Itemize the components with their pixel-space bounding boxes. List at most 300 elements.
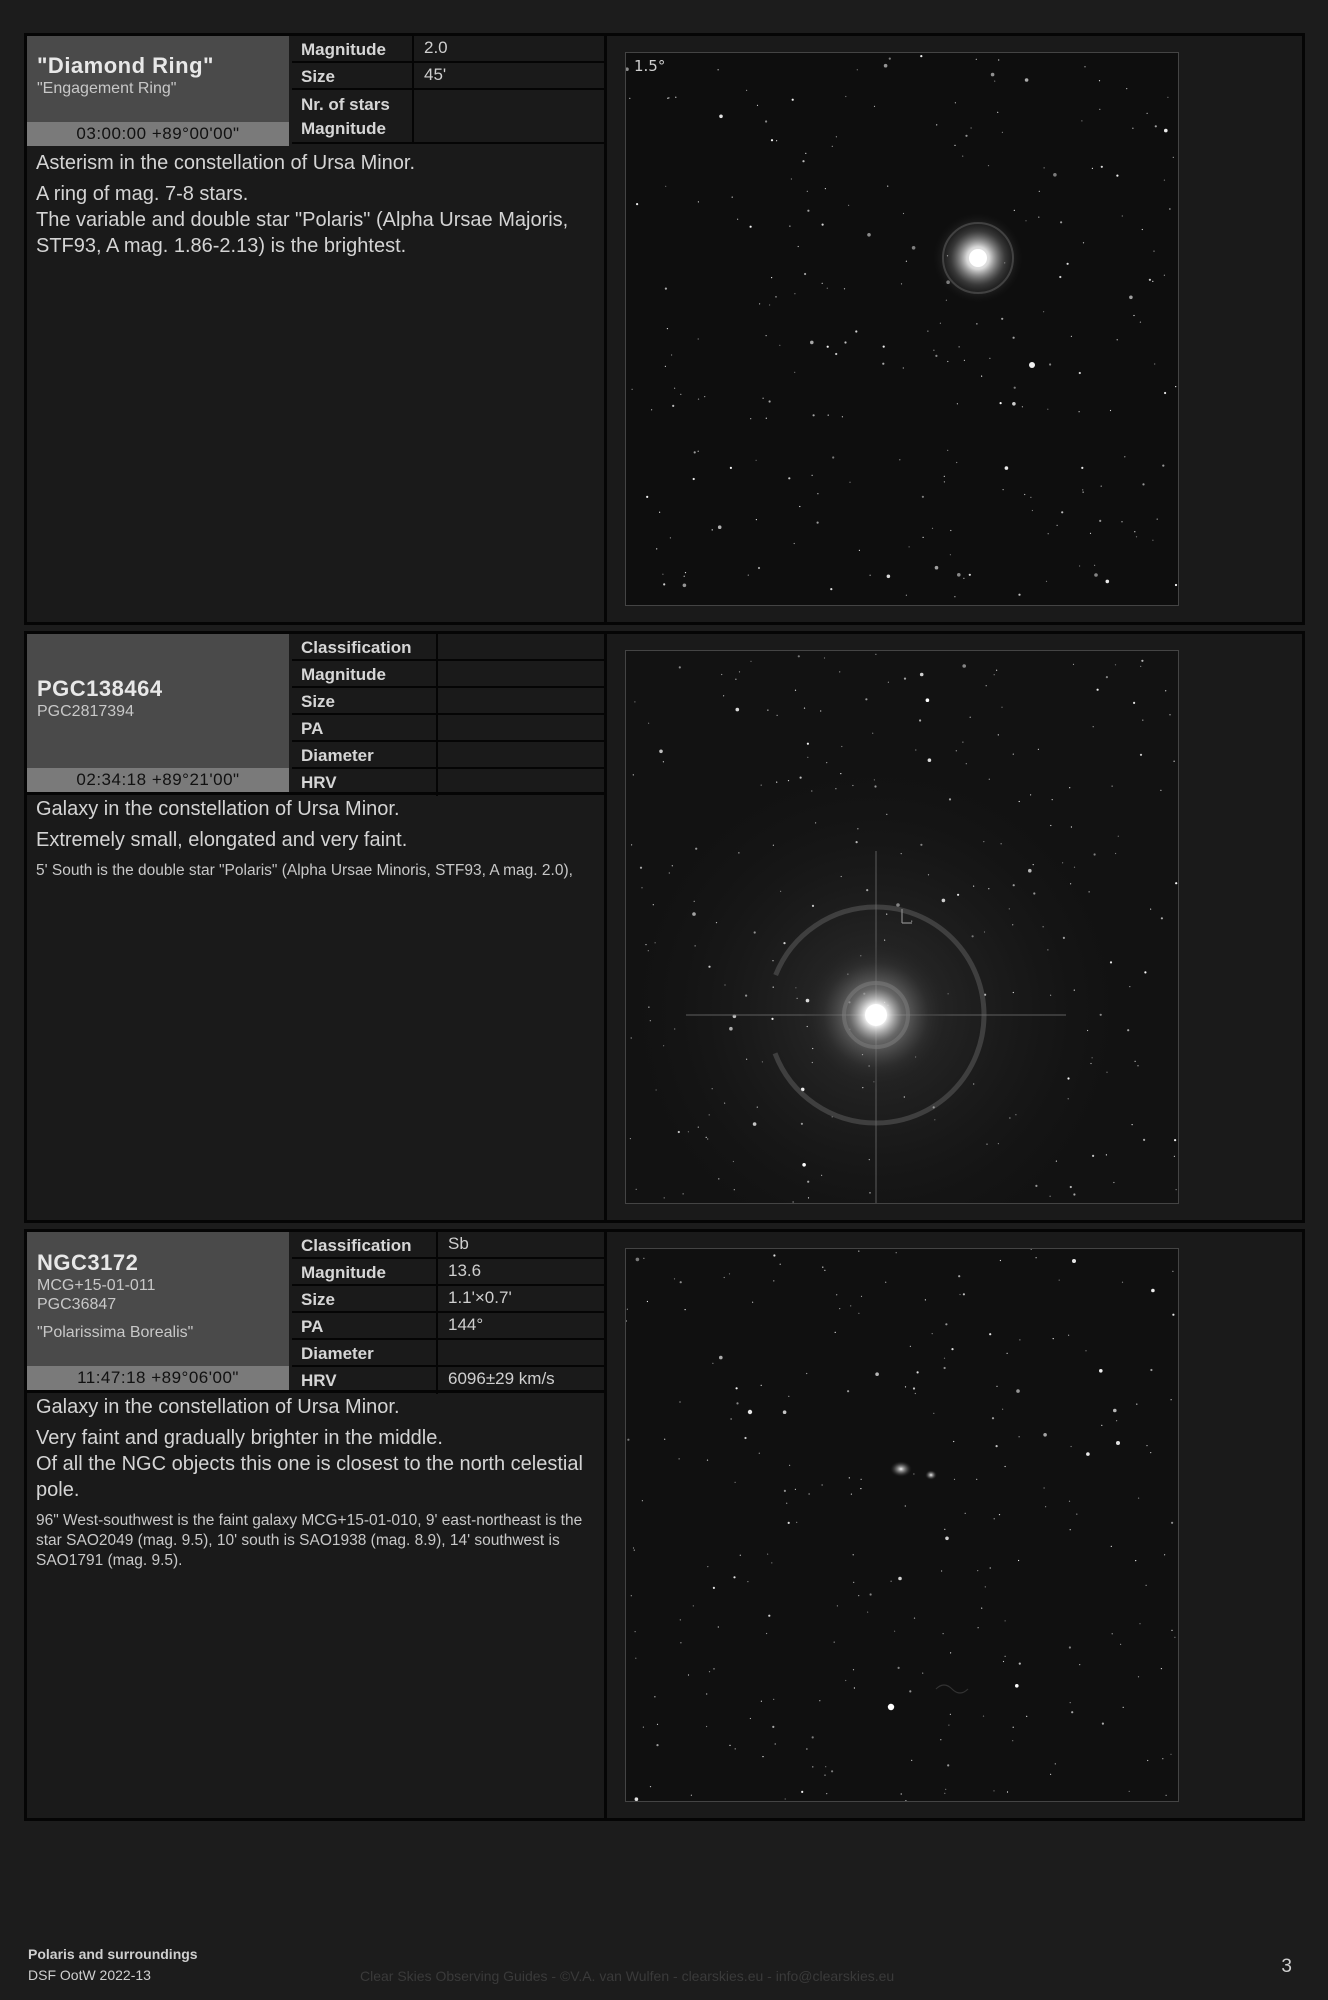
background-star: [1039, 191, 1040, 192]
background-star: [1110, 961, 1112, 963]
background-star: [976, 59, 977, 60]
background-star: [739, 671, 740, 672]
background-star: [1134, 531, 1135, 532]
background-star: [891, 1581, 892, 1582]
background-star: [1025, 78, 1029, 82]
background-star: [977, 1570, 978, 1571]
background-star: [1060, 221, 1062, 223]
background-star: [674, 1278, 675, 1279]
background-star: [794, 372, 795, 373]
background-star: [672, 405, 674, 407]
background-star: [768, 1615, 770, 1617]
background-star: [783, 1410, 787, 1414]
background-star: [953, 1441, 954, 1442]
background-star: [635, 1631, 636, 1632]
property-value: Sb: [448, 1234, 469, 1253]
background-star: [1146, 1585, 1147, 1586]
background-star: [857, 828, 858, 829]
background-star: [789, 226, 790, 227]
background-star: [1122, 215, 1123, 216]
background-star: [896, 1252, 897, 1253]
background-star: [962, 664, 966, 668]
background-star: [854, 1687, 855, 1688]
background-star: [683, 584, 687, 588]
background-star: [861, 1479, 862, 1480]
background-star: [1022, 406, 1023, 407]
background-star: [1169, 714, 1170, 715]
background-star: [1164, 129, 1168, 133]
background-star: [1009, 908, 1010, 909]
background-star: [950, 1714, 951, 1715]
background-star: [688, 1674, 689, 1675]
background-star: [633, 1547, 634, 1548]
property-label: Size: [292, 688, 438, 713]
background-star: [901, 1793, 902, 1794]
background-star: [1071, 336, 1072, 337]
background-star: [648, 1007, 649, 1008]
background-star: [1050, 1774, 1051, 1775]
background-star: [822, 224, 824, 226]
background-star: [905, 1386, 906, 1387]
background-star: [1127, 1029, 1129, 1031]
background-star: [804, 273, 806, 275]
background-star: [827, 346, 829, 348]
background-star: [1001, 318, 1003, 320]
property-table: [292, 1232, 604, 1394]
description-line: Extremely small, elongated and very faint.: [36, 829, 408, 851]
background-star: [1038, 749, 1039, 750]
background-star: [780, 1264, 781, 1265]
background-star: [1076, 1514, 1077, 1515]
background-star: [1147, 113, 1148, 114]
background-star: [1132, 1124, 1133, 1125]
background-star: [944, 1793, 945, 1794]
background-star: [1112, 1633, 1113, 1634]
background-star: [1174, 1156, 1175, 1157]
background-star: [640, 867, 642, 869]
background-star: [1043, 311, 1044, 312]
background-star: [911, 921, 912, 922]
background-star: [954, 596, 955, 597]
property-label: HRV: [292, 1367, 438, 1394]
background-star: [928, 758, 932, 762]
background-star: [766, 1633, 767, 1634]
background-star: [750, 418, 751, 419]
background-star: [680, 394, 681, 395]
background-star: [724, 984, 725, 985]
background-star: [695, 945, 696, 946]
object-name-box: [27, 1232, 289, 1366]
background-star: [654, 1696, 655, 1697]
background-star: [758, 567, 760, 569]
background-star: [948, 1725, 949, 1726]
background-star: [901, 853, 902, 854]
background-star: [849, 482, 850, 483]
background-star: [1033, 892, 1035, 894]
background-star: [780, 891, 781, 892]
footer-subtitle: DSF OotW 2022-13: [28, 1967, 151, 1983]
object-name: PGC138464: [37, 676, 163, 701]
background-star: [1172, 1314, 1174, 1316]
background-star: [844, 288, 845, 289]
background-star: [662, 574, 663, 575]
background-star: [634, 1550, 635, 1551]
background-star: [771, 139, 773, 141]
background-star: [998, 1143, 999, 1144]
background-star: [998, 734, 999, 735]
description-line: Asterism in the constellation of Ursa Minor.: [36, 152, 416, 174]
background-star: [1053, 173, 1057, 177]
background-star: [940, 1739, 941, 1740]
background-star: [807, 757, 808, 758]
background-star: [773, 845, 774, 846]
object-coordinates: 02:34:18 +89°21'00": [27, 768, 289, 792]
background-star: [950, 1652, 951, 1653]
background-star: [800, 777, 802, 779]
background-star: [792, 99, 794, 101]
background-star: [1169, 208, 1170, 209]
background-star: [747, 1581, 748, 1582]
property-row: [292, 63, 604, 90]
background-star: [866, 889, 868, 891]
background-star: [1071, 1446, 1072, 1447]
property-label: Magnitude: [292, 661, 438, 686]
background-star: [1138, 1676, 1139, 1677]
background-star: [997, 112, 998, 113]
background-star: [668, 97, 669, 98]
background-star: [1050, 995, 1051, 996]
background-star: [762, 1061, 763, 1062]
background-star: [793, 1201, 794, 1202]
background-star: [989, 1333, 991, 1335]
background-star: [932, 1333, 933, 1334]
background-star: [1151, 1289, 1155, 1293]
background-star: [642, 1500, 643, 1501]
background-star: [817, 493, 818, 494]
background-star: [861, 1296, 862, 1297]
background-star: [988, 165, 989, 166]
background-star: [757, 1107, 758, 1108]
background-star: [1135, 1061, 1136, 1062]
star-field-image: [625, 650, 1179, 1204]
background-star: [994, 81, 995, 82]
background-star: [1093, 726, 1094, 727]
background-star: [835, 788, 836, 789]
background-star: [753, 1122, 757, 1126]
background-star: [707, 1460, 708, 1461]
background-star: [813, 414, 815, 416]
background-star: [670, 537, 671, 538]
background-star: [736, 1402, 738, 1404]
background-star: [830, 588, 832, 590]
background-star: [1172, 1271, 1173, 1272]
background-star: [944, 476, 945, 477]
background-star: [1026, 1716, 1027, 1717]
background-star: [983, 841, 984, 842]
background-star: [965, 135, 967, 137]
background-star: [1007, 1353, 1008, 1354]
background-star: [1002, 1409, 1003, 1410]
background-star: [704, 396, 705, 397]
background-star: [663, 761, 664, 762]
background-star: [1094, 565, 1095, 566]
background-star: [1115, 853, 1116, 854]
background-star: [740, 1555, 741, 1556]
background-star: [913, 1387, 915, 1389]
property-row: [292, 1313, 604, 1340]
background-star: [679, 1401, 680, 1402]
background-star: [1094, 853, 1096, 855]
background-star: [786, 1503, 787, 1504]
background-star: [836, 1294, 837, 1295]
background-star: [795, 690, 796, 691]
background-star: [659, 512, 660, 513]
background-star: [712, 529, 713, 530]
background-star: [1099, 109, 1100, 110]
background-star: [998, 59, 999, 60]
background-star: [636, 1189, 637, 1190]
background-star: [659, 750, 663, 754]
background-star: [978, 1627, 979, 1628]
background-star: [733, 1161, 734, 1162]
background-star: [996, 1386, 997, 1387]
background-star: [723, 695, 724, 696]
background-star: [817, 522, 819, 524]
background-star: [767, 710, 768, 711]
property-value: 2.0: [424, 38, 448, 57]
background-star: [750, 661, 751, 662]
background-star: [1136, 536, 1137, 537]
background-star: [985, 1586, 986, 1587]
background-star: [1007, 1791, 1008, 1792]
background-star: [822, 1267, 823, 1268]
object-name-box: [27, 634, 289, 768]
background-star: [1083, 492, 1084, 493]
background-star: [1090, 1063, 1091, 1064]
background-star: [915, 749, 916, 750]
background-star: [913, 1473, 914, 1474]
object-coordinates: 11:47:18 +89°06'00": [27, 1366, 289, 1390]
background-star: [771, 277, 772, 278]
background-star: [920, 844, 922, 846]
background-star: [859, 550, 860, 551]
property-label: Diameter: [292, 742, 438, 767]
background-star: [1013, 754, 1014, 755]
property-value: 1.1'×0.7': [448, 1288, 512, 1307]
background-star: [643, 1727, 644, 1728]
background-star: [1028, 869, 1032, 873]
background-star: [1009, 1117, 1010, 1118]
background-star: [933, 1413, 934, 1414]
background-star: [996, 1445, 998, 1447]
property-label: PA: [292, 715, 438, 740]
background-star: [888, 682, 889, 683]
background-star: [729, 1027, 733, 1031]
background-star: [635, 1797, 639, 1801]
background-star: [925, 1299, 926, 1300]
background-star: [766, 335, 767, 336]
background-star: [858, 1595, 859, 1596]
background-star: [1069, 1501, 1070, 1502]
background-star: [1167, 97, 1168, 98]
background-star: [825, 1766, 826, 1767]
background-star: [713, 1587, 715, 1589]
background-star: [788, 477, 790, 479]
background-star: [1121, 521, 1122, 522]
property-label: Magnitude: [292, 1259, 438, 1284]
background-star: [1154, 363, 1155, 364]
description-line: Galaxy in the constellation of Ursa Minor.: [36, 798, 400, 820]
background-star: [1175, 386, 1176, 387]
background-star: [1086, 1452, 1090, 1456]
background-star: [1044, 1487, 1045, 1488]
background-star: [936, 124, 937, 125]
background-star: [680, 1642, 681, 1643]
background-star: [1005, 1656, 1006, 1657]
background-star: [1073, 664, 1074, 665]
background-star: [867, 1612, 868, 1613]
background-star: [1099, 80, 1100, 81]
background-star: [887, 575, 891, 579]
background-star: [1113, 1409, 1117, 1413]
background-star: [718, 525, 722, 529]
background-star: [885, 1282, 886, 1283]
page-number: 3: [1281, 1956, 1292, 1977]
background-star: [1171, 1630, 1172, 1631]
background-star: [1165, 690, 1166, 691]
background-star: [950, 554, 951, 555]
background-star: [835, 353, 837, 355]
background-star: [919, 719, 921, 721]
background-star: [915, 1393, 916, 1394]
background-star: [943, 1633, 944, 1634]
background-star: [1174, 1139, 1176, 1141]
background-star: [708, 966, 710, 968]
background-star: [944, 1367, 946, 1369]
property-value: [438, 715, 604, 740]
background-star: [719, 1356, 723, 1360]
background-star: [1144, 971, 1146, 973]
background-star: [801, 1791, 803, 1793]
background-star: [959, 1294, 960, 1295]
background-star: [653, 904, 654, 905]
background-star: [627, 1309, 628, 1310]
background-star: [851, 1494, 852, 1495]
background-star: [772, 1726, 774, 1728]
background-star: [809, 1493, 810, 1494]
background-star: [910, 1346, 911, 1347]
background-star: [779, 345, 780, 346]
background-star: [922, 1673, 923, 1674]
background-star: [898, 1577, 902, 1581]
background-star: [808, 1197, 809, 1198]
background-star: [1000, 402, 1002, 404]
background-star: [1085, 1350, 1086, 1351]
property-value: [438, 1340, 604, 1365]
background-star: [905, 1505, 906, 1506]
background-star: [1050, 825, 1051, 826]
object-alt-name: PGC36847: [37, 1296, 117, 1313]
background-star: [820, 710, 821, 711]
background-star: [772, 960, 773, 961]
background-star: [815, 822, 816, 823]
background-star: [627, 1439, 629, 1441]
background-star: [1106, 1154, 1107, 1155]
background-star: [1116, 1420, 1117, 1421]
background-star: [1052, 799, 1053, 800]
background-star: [775, 296, 776, 297]
background-star: [1014, 387, 1016, 389]
object-card-ngc3172: [24, 1229, 1305, 1821]
background-star: [989, 358, 990, 359]
background-star: [733, 1576, 735, 1578]
background-star: [1068, 1335, 1069, 1336]
object-info-panel: [27, 1232, 607, 1818]
background-star: [1079, 411, 1080, 412]
background-star: [1043, 926, 1044, 927]
background-star: [785, 1798, 786, 1799]
background-star: [906, 595, 907, 596]
background-star: [909, 546, 910, 547]
background-star: [631, 1037, 632, 1038]
background-star: [845, 96, 846, 97]
background-star: [674, 1028, 675, 1029]
background-star: [1018, 1560, 1019, 1561]
background-star: [904, 1096, 905, 1097]
background-star: [1150, 909, 1151, 910]
background-star: [994, 1518, 995, 1519]
background-star: [636, 1258, 640, 1262]
background-star: [752, 1302, 753, 1303]
background-star: [973, 1083, 974, 1084]
background-star: [1111, 1546, 1112, 1547]
background-star: [1079, 565, 1080, 566]
background-star: [1019, 1339, 1020, 1340]
background-star: [729, 1273, 730, 1274]
background-star: [651, 409, 652, 410]
background-star: [794, 543, 795, 544]
background-star: [656, 548, 657, 549]
background-star: [1033, 864, 1034, 865]
background-star: [665, 288, 667, 290]
background-star: [875, 654, 876, 655]
background-star: [1175, 584, 1177, 586]
property-value: 13.6: [448, 1261, 482, 1280]
background-star: [1126, 88, 1127, 89]
background-star: [944, 1358, 945, 1359]
background-star: [826, 1793, 827, 1794]
background-star: [776, 140, 777, 141]
background-star: [883, 346, 885, 348]
background-star: [1005, 466, 1009, 470]
background-star: [1164, 180, 1165, 181]
background-star: [949, 798, 951, 800]
description-note: 5' South is the double star "Polaris" (Alpha Ursae Minoris, STF93, A mag. 2.0),: [36, 862, 573, 879]
background-star: [1150, 1452, 1151, 1453]
property-value: 144°: [448, 1315, 484, 1334]
background-star: [811, 790, 812, 791]
background-star: [1164, 275, 1165, 276]
background-star: [1062, 862, 1063, 863]
background-star: [896, 903, 900, 907]
description-line: Of all the NGC objects this one is closest to the north celestial pole.: [36, 1453, 583, 1501]
background-star: [763, 398, 764, 399]
background-star: [1139, 1623, 1140, 1624]
background-star: [1002, 132, 1003, 133]
background-star: [679, 666, 681, 668]
background-star: [1001, 707, 1002, 708]
background-star: [1019, 1436, 1020, 1437]
